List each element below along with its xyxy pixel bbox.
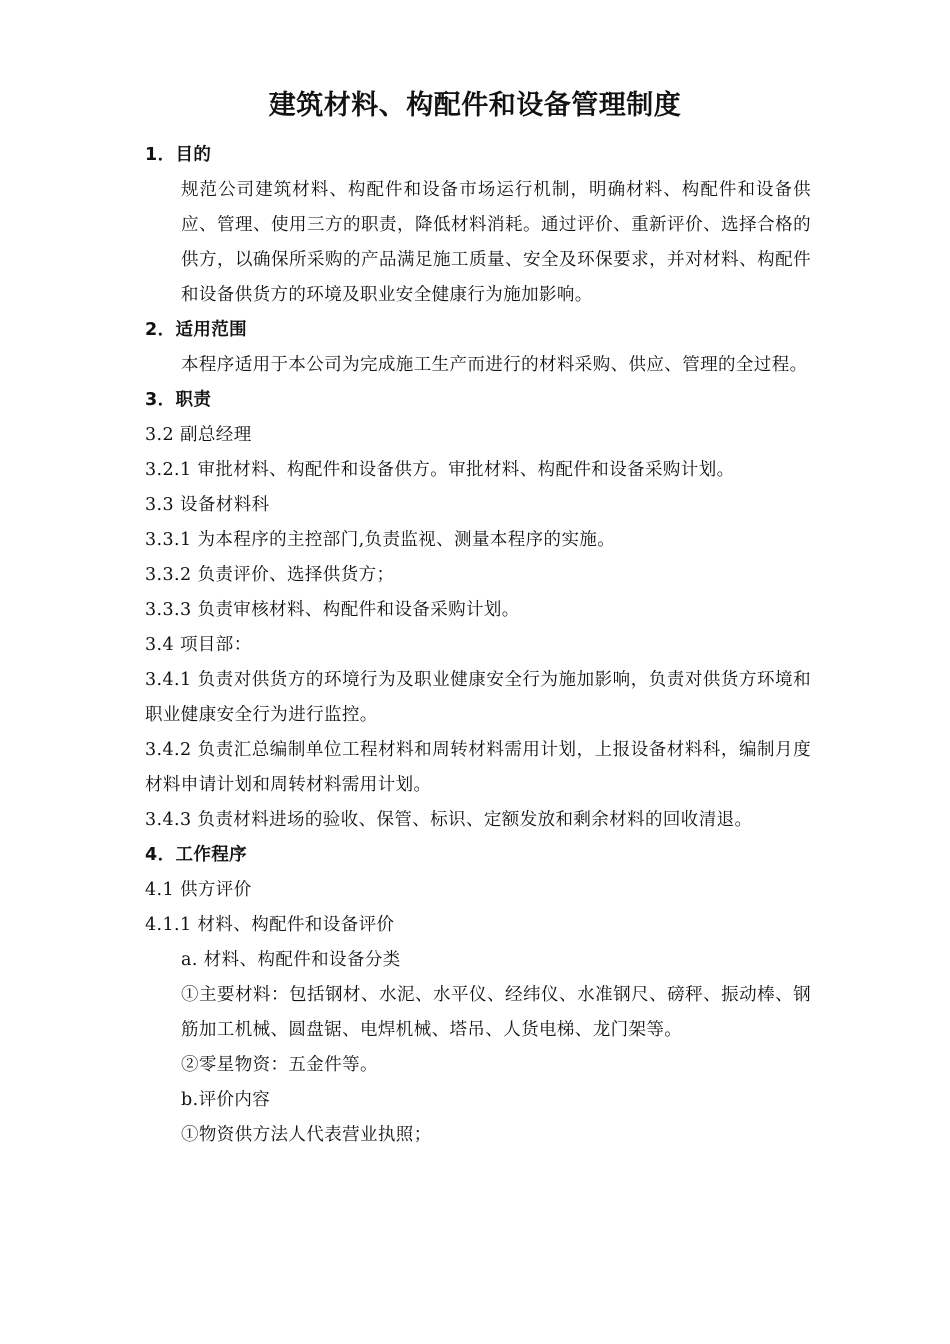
item-3-2: 3.2 副总经理 — [145, 425, 252, 445]
item-3-3-3: 3.3.3 负责审核材料、构配件和设备采购计划。 — [145, 600, 520, 620]
document-body — [145, 138, 811, 1153]
section-heading-purpose: 1．目的 — [145, 145, 212, 165]
item-3-4-1: 3.4.1 负责对供货方的环境行为及职业健康安全行为施加影响，负责对供货方环境和职业健康安全行为进行监控。 — [145, 670, 811, 725]
section-heading-duties: 3．职责 — [145, 390, 212, 410]
item-b: b.评价内容 — [181, 1090, 271, 1110]
item-3-2-1: 3.2.1 审批材料、构配件和设备供方。审批材料、构配件和设备采购计划。 — [145, 460, 735, 480]
section-heading-scope: 2．适用范围 — [145, 320, 248, 340]
item-a-2: ②零星物资：五金件等。 — [181, 1055, 378, 1075]
item-4-1-1: 4.1.1 材料、构配件和设备评价 — [145, 915, 395, 935]
item-3-4-3: 3.4.3 负责材料进场的验收、保管、标识、定额发放和剩余材料的回收清退。 — [145, 810, 753, 830]
item-3-4-2: 3.4.2 负责汇总编制单位工程材料和周转材料需用计划，上报设备材料科，编制月度材料申请计划和周转材料需用计划。 — [145, 740, 811, 795]
item-4-1: 4.1 供方评价 — [145, 880, 252, 900]
section-heading-procedure: 4．工作程序 — [145, 845, 248, 865]
document-title: 建筑材料、构配件和设备管理制度 — [268, 90, 682, 121]
item-3-3-1: 3.3.1 为本程序的主控部门,负责监视、测量本程序的实施。 — [145, 530, 616, 550]
paragraph-scope: 本程序适用于本公司为完成施工生产而进行的材料采购、供应、管理的全过程。 — [181, 355, 808, 375]
item-3-3: 3.3 设备材料科 — [145, 495, 270, 515]
paragraph-purpose: 规范公司建筑材料、构配件和设备市场运行机制，明确材料、构配件和设备供应、管理、使用三方的职责，降低材料消耗。通过评价、重新评价、选择合格的供方，以确保所采购的产品满足施工质量、安全及环保要求，并对材料、构配件和设备供货方的环境及职业安全健康行为施加影响。 — [181, 180, 811, 305]
item-b-1: ①物资供方法人代表营业执照； — [181, 1125, 432, 1145]
item-3-3-2: 3.3.2 负责评价、选择供货方； — [145, 565, 395, 585]
item-a-1: ①主要材料：包括钢材、水泥、水平仪、经纬仪、水准钢尺、磅秤、振动棒、钢筋加工机械、圆盘锯、电焊机械、塔吊、人货电梯、龙门架等。 — [181, 985, 811, 1040]
item-a: a. 材料、构配件和设备分类 — [181, 950, 401, 970]
item-3-4: 3.4 项目部： — [145, 635, 252, 655]
